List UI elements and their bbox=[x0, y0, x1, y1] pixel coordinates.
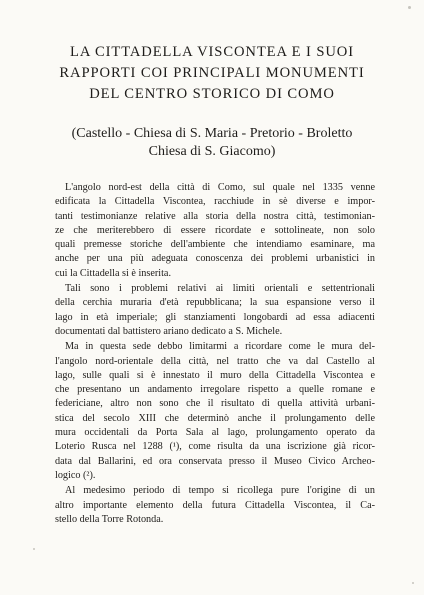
paragraph bbox=[55, 484, 375, 527]
text-line: L'angolo nord-est della città di Como, sul quale nel 1335 venne bbox=[65, 182, 375, 193]
text-line: che presentano un andamento irregolare rispetto a quelle romane e bbox=[55, 384, 375, 396]
title-line: RAPPORTI COI PRINCIPALI MONUMENTI bbox=[59, 65, 365, 81]
text-line: lago in età imperiale; gli stanziamenti longobardi ad essa adiacenti bbox=[55, 311, 375, 323]
text-line: Loterio Rusca nel 1288 (¹), come risulta da una iscrizione già ricor- bbox=[55, 441, 375, 453]
subtitle-line: (Castello - Chiesa di S. Maria - Pretorio - Broletto bbox=[71, 126, 353, 141]
text-line: logico (²). bbox=[55, 469, 96, 481]
subtitle-line: Chiesa di S. Giacomo) bbox=[148, 144, 276, 159]
text-line: Ma in questa sede debbo limitarmi a ricordare come le mura del- bbox=[65, 341, 375, 353]
text-line: stica del secolo XIII che determinò anche il prolungamento delle bbox=[55, 412, 375, 424]
title-line: DEL CENTRO STORICO DI COMO bbox=[89, 86, 335, 102]
text-line: della cerchia muraria d'età repubblicana; la sua espansione verso il bbox=[55, 297, 375, 309]
text-line: stello della Torre Rotonda. bbox=[55, 513, 164, 525]
text-line: ze che meriterebbero di essere ricordate e sottolineate, non solo bbox=[55, 224, 375, 236]
text-line: altro importante elemento della futura Cittadella Viscontea, il Ca- bbox=[55, 499, 375, 511]
text-line: edificata la Cittadella Viscontea, racchiude in sè diverse e impor- bbox=[55, 196, 375, 208]
paragraph bbox=[55, 181, 375, 281]
document-title bbox=[20, 42, 404, 105]
print-speck bbox=[33, 548, 35, 550]
text-line: lago, sulle quali si è innestato il muro della Cittadella Viscontea e bbox=[55, 369, 375, 381]
text-line: data dal Ballarini, ed ora conservata presso il Museo Civico Archeo- bbox=[55, 455, 375, 467]
document-body bbox=[55, 181, 375, 527]
paragraph bbox=[55, 340, 375, 483]
print-speck bbox=[408, 6, 411, 9]
print-speck bbox=[412, 582, 414, 584]
text-line: Tali sono i problemi relativi ai limiti orientali e settentrionali bbox=[65, 283, 375, 295]
text-line: mura occidentali da Porta Sala al lago, prolungamento operato da bbox=[55, 427, 375, 439]
text-line: federiciane, altro non sono che il risultato di quella attività urbani- bbox=[55, 398, 375, 410]
text-line: anche per una più adeguata conoscenza dei problemi urbanistici in bbox=[55, 253, 375, 265]
text-line: cui la Cittadella si è inserita. bbox=[55, 267, 171, 279]
title-line: LA CITTADELLA VISCONTEA E I SUOI bbox=[70, 44, 354, 60]
text-line: tanti testimonianze relative alla storia della nostra città, testimonian- bbox=[55, 210, 375, 222]
paragraph bbox=[55, 282, 375, 339]
document-subtitle bbox=[20, 125, 404, 161]
text-line: documentati dal battistero ariano dedicato a S. Michele. bbox=[55, 325, 283, 337]
text-line: Al medesimo periodo di tempo si ricollega pure l'origine di un bbox=[65, 485, 375, 497]
text-line: l'angolo nord-orientale della città, nel tratto che va dal Castello al bbox=[55, 355, 375, 367]
text-line: quali premesse storiche dell'ambiente che intendiamo esaminare, ma bbox=[55, 239, 375, 251]
